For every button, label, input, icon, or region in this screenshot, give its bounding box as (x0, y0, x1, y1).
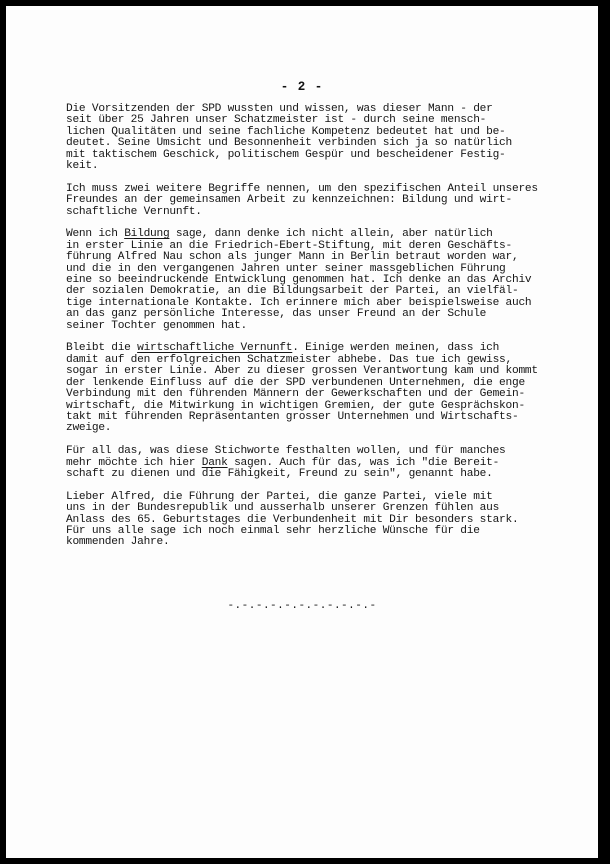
text-segment: keit. (66, 160, 99, 173)
text-segment: Für all das, was diese Stichworte festhalten wollen, und für manches (66, 445, 506, 458)
paragraph (66, 184, 586, 218)
text-segment: tige internationale Kontakte. Ich erinnere mich aber beispielsweise auch (66, 296, 532, 309)
text-segment: seit über 25 Jahren unser Schatzmeister ist - durch seine mensch- (66, 114, 487, 127)
text-segment: und die in den vergangenen Jahren unter seiner massgeblichen Führung (66, 262, 506, 275)
text-segment: Die Vorsitzenden der SPD wussten und wissen, was dieser Mann - der (66, 103, 493, 115)
paragraph (66, 446, 586, 480)
text-segment: damit auf den erfolgreichen Schatzmeister abhebe. Das tue ich gewiss, (66, 353, 512, 366)
text-segment: Für uns alle sage ich noch einmal sehr herzliche Wünsche für die (66, 524, 480, 537)
page-number: - 2 - (280, 80, 324, 94)
text-line (66, 150, 586, 161)
text-segment: Verbindung mit den führenden Männern der Gewerkschaften und der Gemein- (66, 388, 525, 401)
text-segment: Ich muss zwei weitere Begriffe nennen, um den spezifischen Anteil unseres (66, 182, 538, 195)
text-segment: Freundes an der gemeinsamen Arbeit zu kennzeichnen: Bildung und wirt- (66, 194, 512, 207)
underlined-term: Bildung (124, 228, 170, 241)
text-segment: sagen. Auch für das, was ich "die Bereit- (227, 456, 500, 469)
letter-body (66, 104, 586, 560)
text-segment: mehr möchte ich hier (66, 456, 202, 469)
paragraph (66, 104, 586, 172)
text-segment: Bleibt die (66, 342, 138, 355)
document-page (6, 6, 598, 858)
text-segment: deutet. Seine Umsicht und Besonnenheit verbinden sich ja so natürlich (66, 137, 512, 150)
underlined-term: Dank (201, 456, 228, 469)
text-segment: zweige. (66, 422, 112, 435)
text-segment: sogar in erster Linie. Aber zu dieser grossen Verantwortung kam und kommt (66, 365, 538, 378)
text-segment: schaft zu dienen und die Fähigkeit, Freund zu sein", genannt habe. (66, 467, 493, 480)
text-segment: takt mit führenden Repräsentanten grosser Unternehmen und Wirtschafts- (66, 410, 519, 423)
text-line (66, 207, 586, 218)
paragraph (66, 343, 586, 434)
text-segment: Lieber Alfred, die Führung der Partei, die ganze Partei, viele mit (66, 490, 493, 503)
text-segment: kommenden Jahre. (66, 536, 170, 549)
text-line (66, 469, 586, 480)
text-segment: wirtschaft, die Mitwirkung in wichtigen Gremien, der gute Gesprächskon- (66, 399, 525, 412)
text-segment: an das ganz persönliche Interesse, das unser Freund an der Schule (66, 308, 487, 321)
text-segment: Wenn ich (66, 228, 125, 241)
text-segment: schaftliche Vernunft. (66, 205, 202, 218)
text-segment: der sozialen Demokratie, an die Bildungsarbeit der Partei, an vielfäl- (66, 285, 519, 298)
text-segment: führung Alfred Nau schon als junger Mann in Berlin betraut worden war, (66, 251, 519, 264)
text-segment: uns in der Bundesrepublik und ausserhalb unserer Grenzen fühlen aus (66, 502, 500, 515)
text-segment: Anlass des 65. Geburtstages die Verbundenheit mit Dir besonders stark. (66, 513, 519, 526)
text-segment: lichen Qualitäten und seine fachliche Kompetenz bedeutet hat und be- (66, 125, 506, 138)
text-line (66, 423, 586, 434)
text-segment: mit taktischem Geschick, politischem Gespür und bescheidener Festig- (66, 148, 506, 161)
text-segment: seiner Tochter genommen hat. (66, 319, 247, 332)
text-line (66, 321, 586, 332)
closing-separator: -.-.-.-.-.-.-.-.-.-.- (227, 600, 377, 612)
text-line (66, 161, 586, 172)
text-segment: der lenkende Einfluss auf die der SPD verbundenen Unternehmen, die enge (66, 376, 525, 389)
paragraph (66, 492, 586, 549)
underlined-term: wirtschaftliche Vernunft (137, 342, 293, 355)
text-line (66, 412, 586, 423)
text-segment: eine so beeindruckende Entwicklung genommen hat. Ich denke an das Archiv (66, 274, 532, 287)
text-segment: in erster Linie an die Friedrich-Ebert-Stiftung, mit deren Geschäfts- (66, 239, 512, 252)
text-segment: sage, dann denke ich nicht allein, aber natürlich (169, 228, 493, 241)
paragraph (66, 229, 586, 332)
text-segment: . Einige werden meinen, dass ich (292, 342, 500, 355)
text-line (66, 537, 586, 548)
